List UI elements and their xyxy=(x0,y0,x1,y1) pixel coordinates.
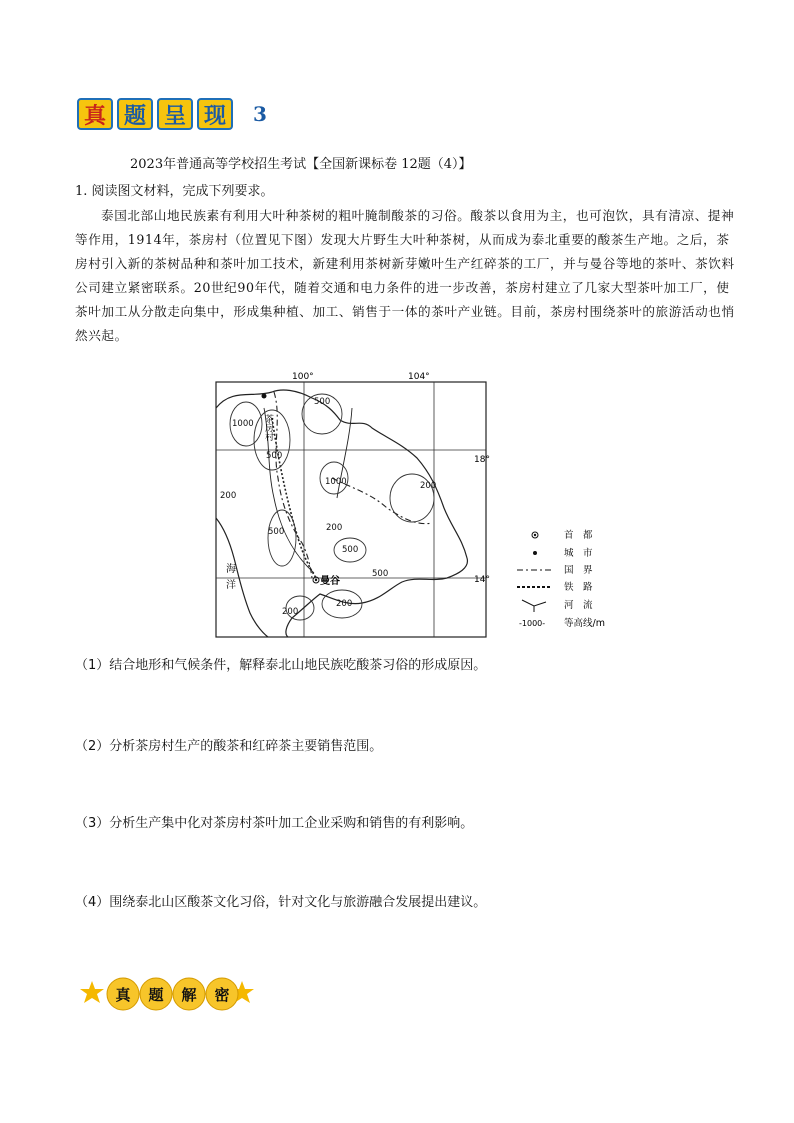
lon-label: 104° xyxy=(408,372,430,382)
legend-sample: -1000- xyxy=(519,619,546,628)
contour-label: 200 xyxy=(326,523,343,533)
question-heading: 1. 阅读图文材料，完成下列要求。 xyxy=(75,184,274,199)
banner-char: 呈 xyxy=(157,98,193,130)
thailand-map-figure xyxy=(212,368,622,640)
badge-char: 真 xyxy=(115,986,131,1004)
banner-char: 题 xyxy=(117,98,153,130)
banner-char: 现 xyxy=(197,98,233,130)
legend-label: 等高线/m xyxy=(564,618,605,629)
contour-label: 500 xyxy=(372,569,389,579)
answer-section-badge xyxy=(78,973,256,1015)
badge-char: 密 xyxy=(214,986,230,1004)
contour-label: 1000 xyxy=(232,419,254,429)
exam-source: 2023年普通高等学校招生考试【全国新课标卷 12题（4）】 xyxy=(130,157,472,172)
badge-char: 解 xyxy=(181,986,197,1004)
legend-label: 国 界 xyxy=(564,565,593,576)
contour-label: 200 xyxy=(282,607,299,617)
star-icon xyxy=(80,981,104,1003)
contour-label: 200 xyxy=(220,491,237,501)
subquestion-4: （4）围绕泰北山区酸茶文化习俗，针对文化与旅游融合发展提出建议。 xyxy=(75,895,487,910)
bangkok-marker xyxy=(315,579,317,581)
section-number: 3 xyxy=(253,102,267,126)
lat-label: 14° xyxy=(474,575,490,585)
map-legend xyxy=(517,529,605,629)
chafang-village-marker xyxy=(262,394,267,399)
west-coast xyxy=(216,518,268,637)
contour-label: 200 xyxy=(420,481,437,491)
lon-label: 100° xyxy=(292,372,314,382)
reading-passage: 泰国北部山地民族素有利用大叶种茶树的粗叶腌制酸茶的习俗。酸茶以食用为主，也可泡饮，具有清凉、提神等作用，1914年，茶房村（位置见下图）发现大片野生大叶种茶树，从而成为泰北重要的酸茶生产地。之后，茶房村引入新的茶树品种和茶叶加工技术，新建利用茶树新芽嫩叶生产红碎茶的工厂，并与曼谷等地的茶叶、茶饮料公司建立紧密联系。20世纪90年代，随着交通和电力条件的进一步改善，茶房村建立了几家大型茶叶加工厂，使茶叶加工从分散走向集中，形成集种植、加工、销售于一体的茶叶产业链。目前，茶房村围绕茶叶的旅游活动也悄然兴起。 xyxy=(75,208,735,343)
subquestion-3: （3）分析生产集中化对茶房村茶叶加工企业采购和销售的有利影响。 xyxy=(75,816,474,831)
badge-char: 题 xyxy=(148,986,164,1004)
sea-label: 洋 xyxy=(226,580,236,591)
legend-label: 首 都 xyxy=(564,530,593,541)
banner-char: 真 xyxy=(77,98,113,130)
subquestion-2: （2）分析茶房村生产的酸茶和红碎茶主要销售范围。 xyxy=(75,739,383,754)
lat-label: 18° xyxy=(474,455,490,465)
legend-label: 铁 路 xyxy=(564,582,593,593)
subquestion-1: （1）结合地形和气候条件，解释泰北山地民族吃酸茶习俗的形成原因。 xyxy=(75,658,487,673)
contour-label: 200 xyxy=(336,599,353,609)
railway xyxy=(272,418,316,578)
contour-label: 500 xyxy=(266,451,283,461)
contour-label: 1000 xyxy=(325,477,347,487)
legend-label: 河 流 xyxy=(564,600,593,611)
sea-label: 海 xyxy=(226,564,236,575)
contour-label: 500 xyxy=(268,527,285,537)
contour-label: 500 xyxy=(314,397,331,407)
border-line xyxy=(274,392,312,578)
chafang-village-label: 茶房村 xyxy=(263,414,273,441)
contour-label: 500 xyxy=(342,545,359,555)
section-banner xyxy=(77,98,267,130)
legend-label: 城 市 xyxy=(564,548,593,559)
bangkok-label: 曼谷 xyxy=(320,576,340,587)
